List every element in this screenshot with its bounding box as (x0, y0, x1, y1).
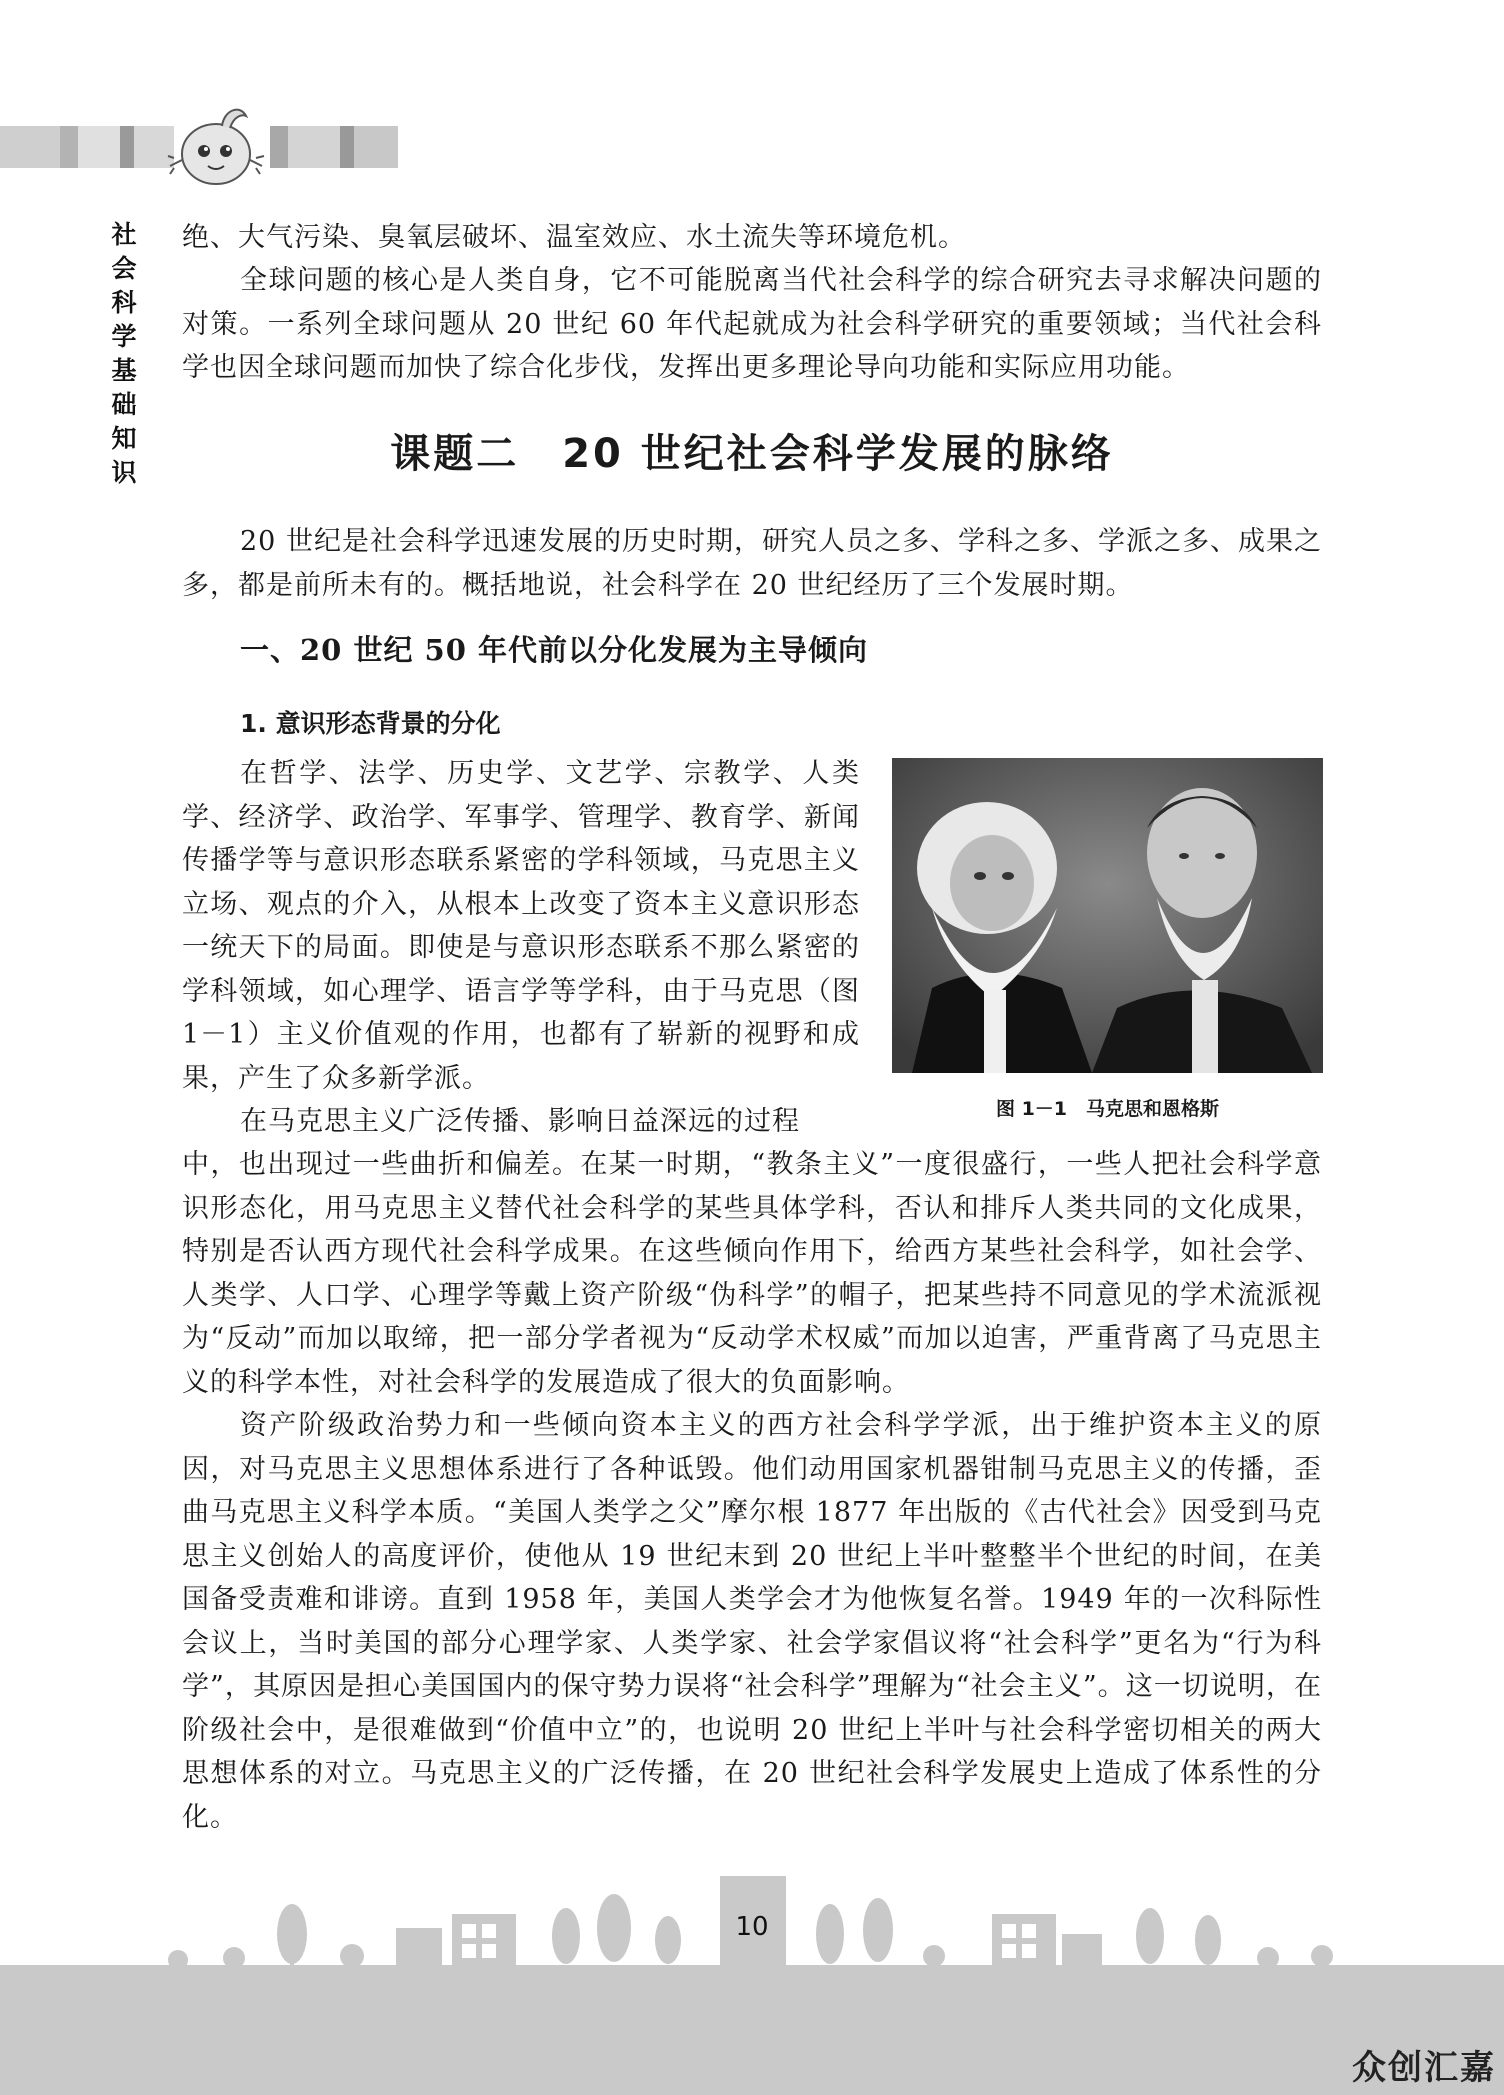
section-heading: 一、20 世纪 50 年代前以分化发展为主导倾向 (240, 633, 869, 667)
page-number: 10 (735, 1912, 769, 1942)
sidebar-title-char: 社 (111, 220, 137, 249)
paragraph-ideology: 在哲学、法学、历史学、文艺学、宗教学、人类学、经济学、政治学、军事学、管理学、教育学、新闻传播学等与意识形态联系紧密的学科领域，马克思主义立场、观点的介入，从根本上改变了资本主义意识形态一统天下的局面。即使是与意识形态联系不那么紧密的学科领域，如心理学、语言学等学科，由于马克思（图 1－1）主义价值观的作用，也都有了崭新的视野和成果，产生了众多新学派。 (182, 758, 860, 1094)
mascot-icon (160, 96, 270, 191)
paragraph-global-issues: 全球问题的核心是人类自身，它不可能脱离当代社会科学的综合研究去寻求解决问题的对策。一系列全球问题从 20 世纪 60 年代起就成为社会科学研究的重要领域；当代社会科学也因全球问题而加快了综合化步伐，发挥出更多理论导向功能和实际应用功能。 (182, 265, 1322, 383)
sidebar-title-char: 会 (111, 254, 137, 283)
lesson-title: 课题二 20 世纪社会科学发展的脉络 (390, 431, 1114, 477)
paragraph-deviation: 中，也出现过一些曲折和偏差。在某一时期，“教条主义”一度很盛行，一些人把社会科学意识形态化，用马克思主义替代社会科学的某些具体学科，否认和排斥人类共同的文化成果，特别是否认西方现代社会科学成果。在这些倾向作用下，给西方某些社会科学，如社会学、人类学、人口学、心理学等戴上资产阶级“伪科学”的帽子，把某些持不同意见的学术流派视为“反动”而加以取缔，把一部分学者视为“反动学术权威”而加以迫害，严重背离了马克思主义的科学本性，对社会科学的发展造成了很大的负面影响。 (182, 1149, 1322, 1398)
paragraph-intro: 20 世纪是社会科学迅速发展的历史时期，研究人员之多、学科之多、学派之多、成果之多，都是前所未有的。概括地说，社会科学在 20 世纪经历了三个发展时期。 (182, 526, 1322, 601)
sidebar-title-char: 基 (111, 356, 137, 385)
paragraph-continuation: 绝、大气污染、臭氧层破坏、温室效应、水土流失等环境危机。 (182, 222, 966, 253)
subsection-heading: 1. 意识形态背景的分化 (240, 709, 501, 738)
sidebar-title-char: 知 (111, 424, 137, 453)
marx-engels-photo (892, 758, 1323, 1073)
paragraph-bourgeois: 资产阶级政治势力和一些倾向资本主义的西方社会科学学派，出于维护资本主义的原因，对马克思主义思想体系进行了各种诋毁。他们动用国家机器钳制马克思主义的传播，歪曲马克思主义科学本质。“美国人类学之父”摩尔根 1877 年出版的《古代社会》因受到马克思主义创始人的高度评价，使他从 19 世纪末到 20 世纪上半叶整整半个世纪的时间，在美国备受责难和诽谤。直到 1958 年，美国人类学会才为他恢复名誉。1949 年的一次科际性会议上，当时美国的部分心理学家、人类学家、社会学家倡议将“社会科学”更名为“行为科学”，其原因是担心美国国内的保守势力误将“社会科学”理解为“社会主义”。这一切说明，在阶级社会中，是很难做到“价值中立”的，也说明 20 世纪上半叶与社会科学密切相关的两大思想体系的对立。马克思主义的广泛传播，在 20 世纪社会科学发展史上造成了体系性的分化。 (182, 1410, 1322, 1833)
sidebar-title-char: 识 (111, 458, 137, 487)
watermark-logo: 众创汇嘉 (1352, 2048, 1496, 2088)
figure-caption: 图 1－1 马克思和恩格斯 (995, 1098, 1220, 1120)
footer-cityscape-decoration (0, 1870, 1504, 2095)
paragraph-deviation-start: 在马克思主义广泛传播、影响日益深远的过程 (240, 1106, 800, 1137)
sidebar-title-char: 学 (111, 322, 137, 351)
sidebar-title-char: 础 (111, 390, 137, 419)
sidebar-title-char: 科 (111, 288, 137, 317)
